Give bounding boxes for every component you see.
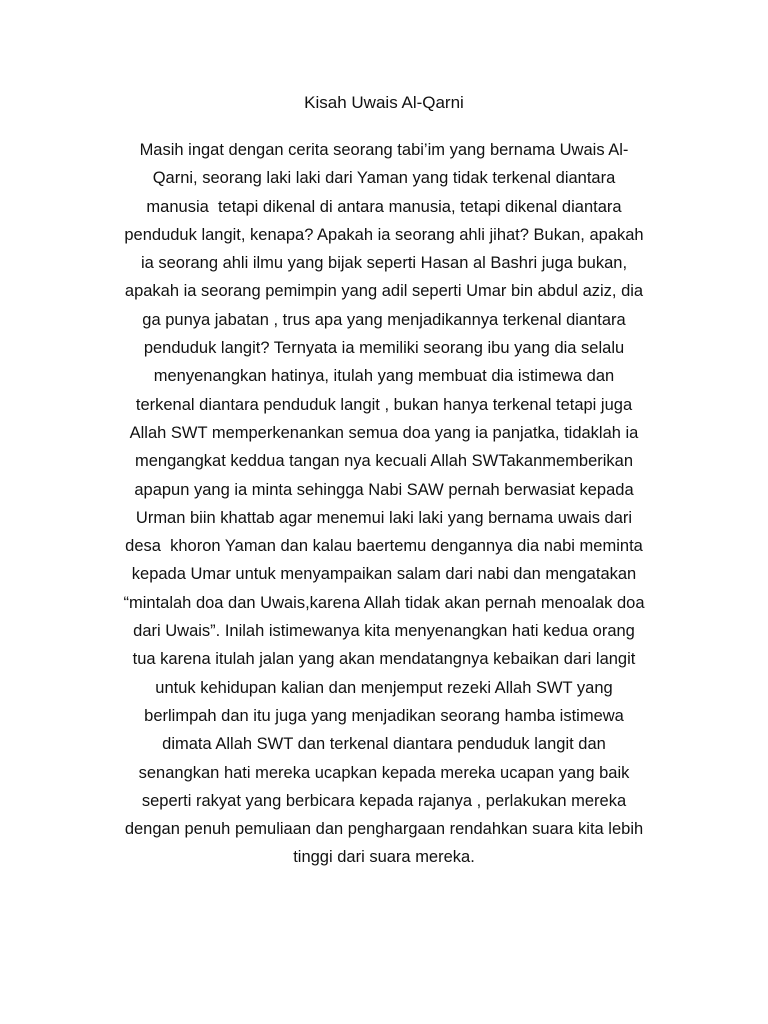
body-line: dengan penuh pemuliaan dan penghargaan rendahkan suara kita lebih [124,820,644,839]
body-line: Masih ingat dengan cerita seorang tabi’im yang bernama Uwais Al- [139,141,629,159]
body-line: desa khoron Yaman dan kalau baertemu dengannya dia nabi meminta [125,537,643,556]
body-line: Allah SWT memperkenankan semua doa yang ia panjatka, tidaklah ia [129,423,639,442]
body-line: berlimpah dan itu juga yang menjadikan seorang hamba istimewa [144,706,624,725]
body-line: penduduk langit? Ternyata ia memiliki seorang ibu yang dia selalu [143,339,625,358]
body-line: menyenangkan hatinya, itulah yang membuat dia istimewa dan [153,367,615,386]
body-line: apapun yang ia minta sehingga Nabi SAW pernah berwasiat kepada [134,480,634,499]
body-line: manusia tetapi dikenal di antara manusia, tetapi dikenal diantara [146,197,622,216]
body-line: dari Uwais”. Inilah istimewanya kita menyenangkan hati kedua orang [133,622,635,641]
document-body [60,136,708,872]
body-line: “mintalah doa dan Uwais,karena Allah tidak akan pernah menoalak doa [123,593,645,612]
body-line: senangkan hati mereka ucapkan kepada mereka ucapan yang baik [138,763,630,782]
body-line: seperti rakyat yang berbicara kepada rajanya , perlakukan mereka [141,791,627,810]
body-line: apakah ia seorang pemimpin yang adil seperti Umar bin abdul aziz, dia [124,282,644,301]
body-line: ga punya jabatan , trus apa yang menjadikannya terkenal diantara [142,310,626,329]
body-line: dimata Allah SWT dan terkenal diantara penduduk langit dan [162,735,606,754]
body-line: mengangkat keddua tangan nya kecuali Allah SWTakanmemberikan [134,452,634,471]
body-line: tinggi dari suara mereka. [293,848,475,867]
body-line: ia seorang ahli ilmu yang bijak seperti Hasan al Bashri juga bukan, [140,254,628,273]
body-line: kepada Umar untuk menyampaikan salam dari nabi dan mengatakan [131,565,637,584]
body-line: penduduk langit, kenapa? Apakah ia seorang ahli jihat? Bukan, apakah [124,225,644,244]
body-line: tua karena itulah jalan yang akan mendatangnya kebaikan dari langit [132,650,636,669]
body-line: untuk kehidupan kalian dan menjemput rezeki Allah SWT yang [155,678,613,697]
body-line: Urman biin khattab agar menemui laki laki yang bernama uwais dari [135,508,633,527]
body-line: terkenal diantara penduduk langit , bukan hanya terkenal tetapi juga [135,395,633,414]
document-title: Kisah Uwais Al-Qarni [304,93,464,112]
body-line: Qarni, seorang laki laki dari Yaman yang tidak terkenal diantara [152,169,616,188]
